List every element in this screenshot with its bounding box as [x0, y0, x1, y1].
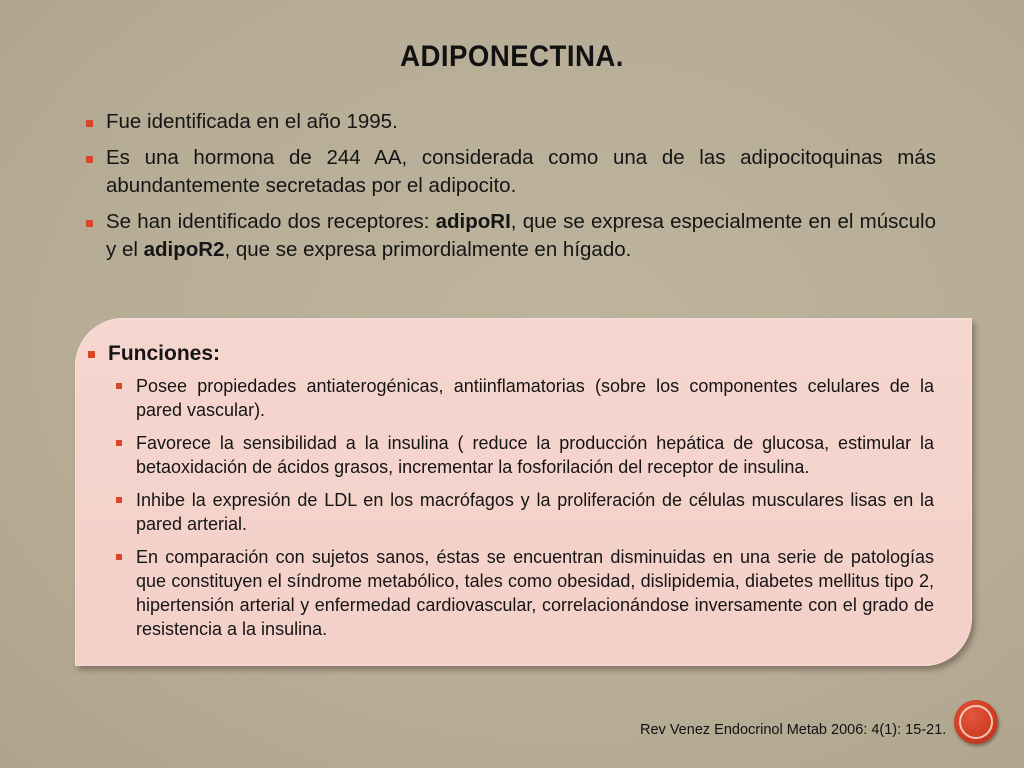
functions-list — [112, 374, 934, 650]
bullet-item — [80, 208, 936, 264]
receptor-name-bold: adipoR2 — [143, 238, 225, 261]
bullet-text — [106, 208, 936, 264]
function-item-text: Posee propiedades antiaterogénicas, antiinflamatorias (sobre los componentes celulares de la pared vascular). — [136, 376, 934, 420]
functions-heading — [82, 342, 220, 366]
citation: Rev Venez Endocrinol Metab 2006: 4(1): 15-21. — [640, 722, 947, 738]
slide-title: ADIPONECTINA. — [400, 40, 624, 73]
receptor-name-bold: adipoRI — [435, 210, 511, 233]
bullet-text-part: Se han identificado dos receptores: — [106, 210, 436, 233]
function-item — [112, 374, 934, 422]
square-bullet-icon — [116, 383, 122, 389]
bullet-item — [80, 144, 936, 200]
bullet-text-part: Fue identificada en el año 1995. — [106, 110, 398, 133]
bullet-text-part: , que se expresa especialmente en el músculo y el — [106, 210, 936, 261]
square-bullet-icon — [116, 554, 122, 560]
top-bullet-list — [80, 108, 936, 272]
square-bullet-icon — [88, 351, 95, 358]
square-bullet-icon — [116, 497, 122, 503]
function-item-text: En comparación con sujetos sanos, éstas se encuentran disminuidas en una serie de patologías que constituyen el síndrome metabólico, tales como obesidad, dislipidemia, diabetes mellitus tipo 2, hipertensión arterial y enfermedad cardiovascular, correlacionándose inversamente con el grado de resistencia a la insulina. — [136, 547, 934, 639]
square-bullet-icon — [86, 220, 93, 227]
square-bullet-icon — [86, 120, 93, 127]
bullet-text — [106, 108, 936, 136]
square-bullet-icon — [86, 156, 93, 163]
function-item — [112, 545, 934, 641]
bullet-text — [106, 144, 936, 200]
square-bullet-icon — [116, 440, 122, 446]
function-item — [112, 488, 934, 536]
bullet-item — [80, 108, 936, 136]
red-circle-badge-icon — [954, 700, 998, 744]
bullet-text-part: , que se expresa primordialmente en hígado. — [224, 238, 632, 261]
function-item-text: Favorece la sensibilidad a la insulina ( reduce la producción hepática de glucosa, estimular la betaoxidación de ácidos grasos, incrementar la fosforilación del receptor de insulina. — [136, 433, 934, 477]
functions-heading-text: Funciones: — [108, 342, 221, 365]
bullet-text-part: Es una hormona de 244 AA, considerada como una de las adipocitoquinas más abundantemente secretadas por el adipocito. — [106, 146, 936, 197]
function-item — [112, 431, 934, 479]
function-item-text: Inhibe la expresión de LDL en los macrófagos y la proliferación de células musculares lisas en la pared arterial. — [136, 490, 934, 534]
